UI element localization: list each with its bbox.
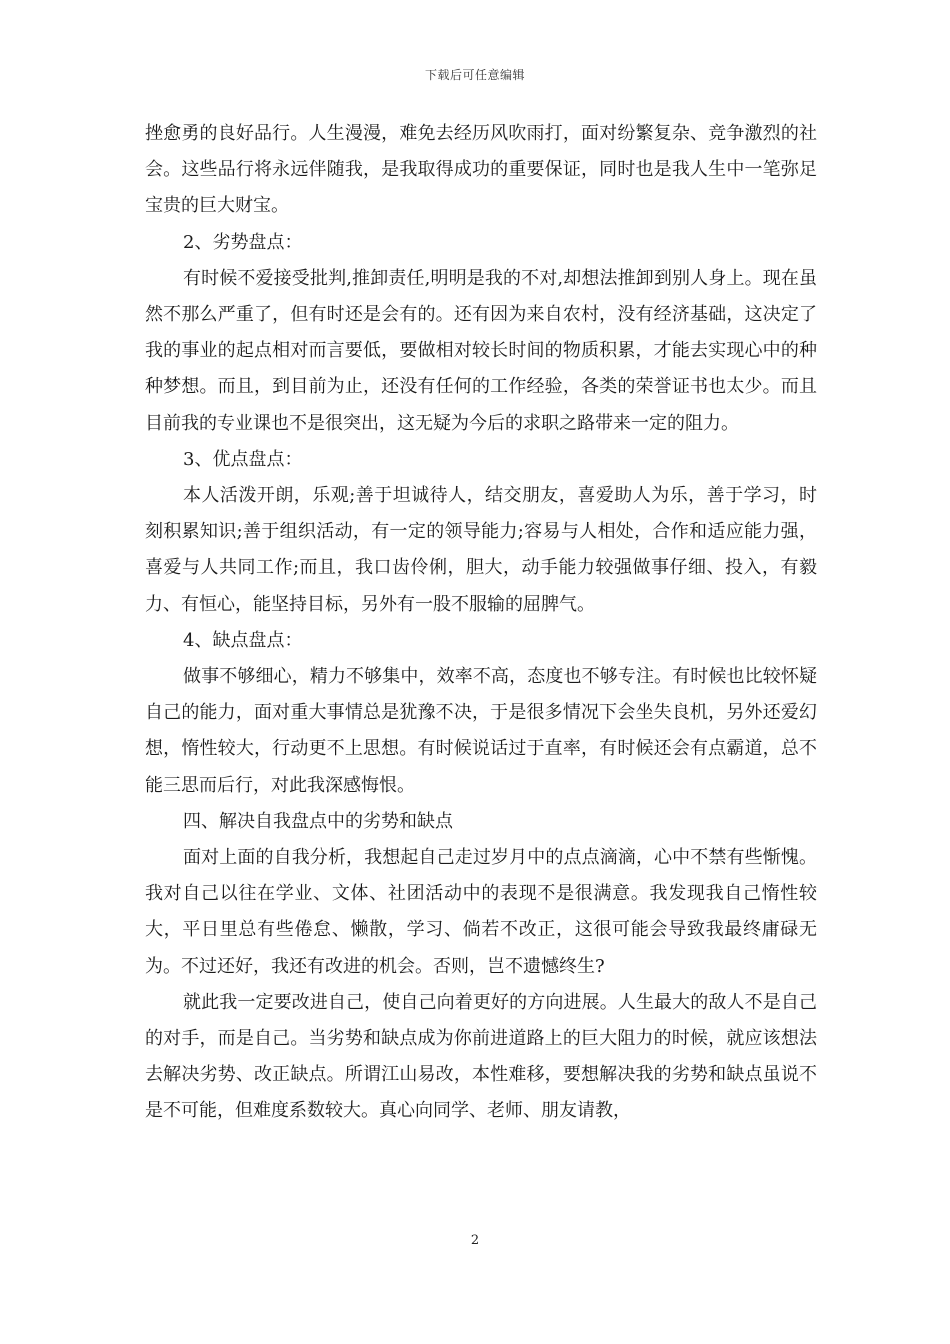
heading-strength-review: 3、优点盘点：: [183, 448, 303, 470]
paragraph-improvement: 就此我一定要改进自己，使自己向着更好的方向进展。人生最大的敌人不是自己的对手，而是自己。当劣势和缺点成为你前进道路上的巨大阻力的时候，就应该想法去解决劣势、改正缺点。所谓江山易改，本性难移，要想解决我的劣势和缺点虽说不是不可能，但难度系数较大。真心向同学、老师、朋友请教，: [145, 991, 817, 1122]
paragraph-strength: 本人活泼开朗，乐观;善于坦诚待人，结交朋友，喜爱助人为乐，善于学习，时刻积累知识;善于组织活动，有一定的领导能力;容易与人相处，合作和适应能力强，喜爱与人共同工作;而且，我口齿伶俐，胆大，动手能力较强做事仔细、投入，有毅力、有恒心，能坚持目标，另外有一股不服输的屈脾气。: [145, 485, 817, 615]
paragraph-weakness: 有时候不爱接受批判,推卸责任,明明是我的不对,却想法推卸到别人身上。现在虽然不那么严重了，但有时还是会有的。还有因为来自农村，没有经济基础，这决定了我的事业的起点相对而言要低，要做相对较长时间的物质积累，才能去实现心中的种种梦想。而且，到目前为止，还没有任何的工作经验，各类的荣誉证书也太少。而且目前我的专业课也不是很突出，这无疑为今后的求职之路带来一定的阻力。: [145, 267, 817, 434]
heading-weakness-review: 2、劣势盘点：: [183, 231, 303, 253]
document-body: [145, 116, 817, 1130]
heading-section-four: 四、解决自我盘点中的劣势和缺点: [183, 810, 453, 832]
heading-shortcoming-review: 4、缺点盘点：: [183, 629, 303, 651]
paragraph-reflection: 面对上面的自我分析，我想起自己走过岁月中的点点滴滴，心中不禁有些惭愧。我对自己以往在学业、文体、社团活动中的表现不是很满意。我发现我自己惰性较大，平日里总有些倦怠、懒散，学习、倘若不改正，这很可能会导致我最终庸碌无为。不过还好，我还有改进的机会。否则，岂不遗憾终生?: [145, 847, 817, 977]
paragraph-shortcoming: 做事不够细心，精力不够集中，效率不高，态度也不够专注。有时候也比较怀疑自己的能力，面对重大事情总是犹豫不决，于是很多情况下会坐失良机，另外还爱幻想，惰性较大，行动更不上思想。有时候说话过于直率，有时候还会有点霸道，总不能三思而后行，对此我深感悔恨。: [145, 666, 817, 796]
paragraph-continuation: 挫愈勇的良好品行。人生漫漫，难免去经历风吹雨打，面对纷繁复杂、竞争激烈的社会。这些品行将永远伴随我，是我取得成功的重要保证，同时也是我人生中一笔弥足宝贵的巨大财宝。: [145, 123, 817, 217]
page-header: 下载后可任意编辑: [424, 68, 525, 82]
page-number: 2: [470, 1233, 480, 1248]
